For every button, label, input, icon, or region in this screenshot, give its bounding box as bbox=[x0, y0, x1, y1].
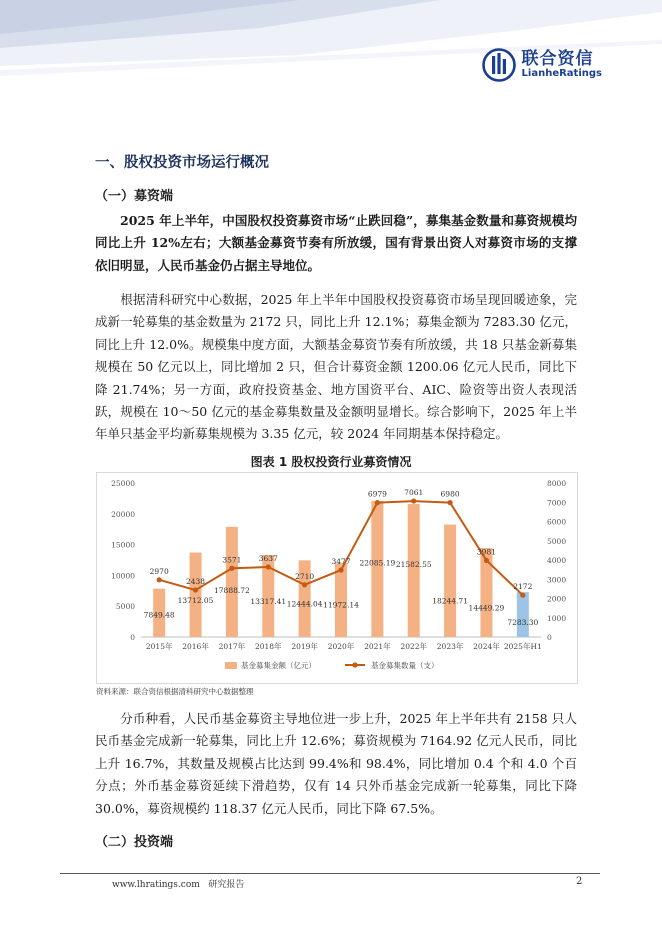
line-data-label: 6979 bbox=[367, 489, 387, 499]
y-right-tick-label: 1000 bbox=[547, 613, 567, 623]
y-left-tick-label: 0 bbox=[130, 633, 135, 642]
x-category-label: 2016年 bbox=[182, 642, 209, 651]
line-data-label: 2970 bbox=[149, 566, 169, 576]
y-right-tick-label: 0 bbox=[547, 633, 552, 642]
line-data-label: 7061 bbox=[404, 488, 424, 498]
x-category-label: 2017年 bbox=[218, 642, 246, 651]
x-category-label: 2021年 bbox=[364, 642, 391, 651]
legend-swatch-fund-amount bbox=[225, 662, 237, 669]
figure-source: 资料来源：联合资信根据清科研究中心数据整理 bbox=[96, 687, 254, 696]
line-point-fund-count bbox=[411, 498, 416, 503]
x-category-label: 2015年 bbox=[145, 642, 173, 651]
subsection-title-fundraising: （一）募资端 bbox=[95, 189, 174, 204]
y-left-tick-label: 20000 bbox=[111, 509, 135, 519]
bar-data-label: 18244.71 bbox=[432, 596, 468, 606]
bar-fund-amount bbox=[517, 592, 529, 637]
legend-label-fund-count: 基金募集数量（支） bbox=[371, 661, 439, 670]
line-data-label: 6980 bbox=[440, 489, 460, 499]
bar-data-label: 11972.14 bbox=[323, 600, 359, 610]
footer-site-info bbox=[112, 877, 244, 890]
line-data-label: 3571 bbox=[222, 555, 242, 565]
bar-data-label: 12444.04 bbox=[286, 599, 323, 609]
bar-data-label: 7849.48 bbox=[143, 610, 175, 620]
y-left-tick-label: 5000 bbox=[115, 602, 135, 612]
line-point-fund-count bbox=[484, 558, 489, 563]
line-point-fund-count bbox=[338, 567, 343, 572]
line-data-label: 2172 bbox=[513, 582, 533, 592]
footer-website-link[interactable]: www.lhratings.com bbox=[112, 880, 200, 890]
logo-name-en: LianheRatings bbox=[521, 67, 602, 79]
bar-fund-amount bbox=[444, 525, 456, 637]
line-data-label: 3981 bbox=[476, 547, 497, 557]
y-left-tick-label: 15000 bbox=[111, 540, 135, 550]
legend-marker-fund-count bbox=[352, 662, 357, 667]
line-point-fund-count bbox=[520, 593, 525, 598]
section-title: 一、股权投资市场运行概况 bbox=[95, 155, 269, 171]
line-data-label: 2710 bbox=[295, 571, 315, 581]
line-data-label: 3477 bbox=[331, 557, 351, 567]
footer-report-type: 研究报告 bbox=[208, 880, 245, 890]
y-right-tick-label: 5000 bbox=[547, 536, 567, 546]
x-category-label: 2024年 bbox=[473, 642, 500, 651]
bar-fund-amount bbox=[371, 501, 383, 637]
figure-caption: 图表 1 股权投资行业募资情况 bbox=[250, 455, 412, 469]
bar-data-label: 13317.41 bbox=[250, 597, 287, 607]
y-left-tick-label: 10000 bbox=[111, 571, 135, 581]
x-category-label: 2023年 bbox=[436, 642, 464, 651]
y-right-tick-label: 2000 bbox=[547, 594, 567, 604]
bar-fund-amount bbox=[190, 553, 202, 637]
logo-name-cn: 联合资信 bbox=[521, 48, 594, 69]
x-category-label: 2020年 bbox=[327, 642, 355, 651]
subsection-title-investment: （二）投资端 bbox=[95, 835, 174, 850]
line-point-fund-count bbox=[193, 587, 198, 592]
summary-text: 2025 年上半年，中国股权投资募资市场“止跌回稳”，募集基金数量和募资规模均同比上升 12%左右；大额基金募资节奏有所放缓，国有背景出资人对募资市场的支撑依旧明显，人民币基金仍占据主导地位。 bbox=[95, 213, 577, 273]
x-category-label: 2019年 bbox=[291, 642, 318, 651]
line-point-fund-count bbox=[157, 577, 162, 582]
x-category-label: 2022年 bbox=[400, 642, 428, 651]
body-text-2: 分币种看，人民币基金募资主导地位进一步上升，2025 年上半年共有 2158 只人民币基金完成新一轮募集，同比上升 12.6%；募资规模为 7164.92 亿元人民币，同比上升 16.7%，其数量及规模占比达到 99.4%和 98.4%，同比增加 0.4 个和 4.0 个百分点；外币基金募资延续下滑趋势，仅有 14 只外币基金完成新一轮募集，同比下降 30.0%，募资规模约 118.37 亿元人民币，同比下降 67.5%。 bbox=[95, 711, 577, 816]
body-paragraph-1 bbox=[95, 289, 577, 446]
fundraising-chart bbox=[97, 473, 577, 683]
bar-data-label: 22085.19 bbox=[359, 558, 396, 568]
y-right-tick-label: 6000 bbox=[547, 517, 567, 527]
line-data-label: 2438 bbox=[185, 577, 206, 587]
summary-paragraph bbox=[95, 210, 577, 277]
bar-data-label: 14449.29 bbox=[468, 603, 505, 613]
body-text-1: 根据清科研究中心数据，2025 年上半年中国股权投资募资市场呈现回暖迹象，完成新一轮募集的基金数量为 2172 只，同比上升 12.1%；募集金额为 7283.30 亿元，同比上升 12.0%。规模集中度方面，大额基金募资节奏有所放缓，共 18 只基金新募集规模在 50 亿元以上，同比增加 2 只，但合计募资金额 1200.06 亿元人民币，同比下降 21.74%；另一方面，政府投资基金、地方国资平台、AIC、险资等出资人表现活跃，规模在 10～50 亿元的基金募集数量及金额明显增长。综合影响下，2025 年上半年单只基金平均新募集规模为 3.35 亿元，较 2024 年同期基本保持稳定。 bbox=[95, 292, 577, 442]
bar-data-label: 17888.72 bbox=[214, 585, 250, 595]
line-point-fund-count bbox=[302, 582, 307, 587]
y-right-tick-label: 4000 bbox=[547, 556, 567, 565]
y-right-tick-label: 7000 bbox=[547, 498, 567, 508]
bar-data-label: 21582.55 bbox=[395, 560, 432, 570]
x-category-label: 2025年H1 bbox=[503, 642, 542, 651]
x-category-label: 2018年 bbox=[254, 642, 282, 651]
y-right-tick-label: 3000 bbox=[547, 575, 567, 585]
page-number: 2 bbox=[576, 876, 583, 887]
line-point-fund-count bbox=[447, 500, 452, 505]
bar-data-label: 7283.30 bbox=[507, 618, 539, 627]
company-logo bbox=[482, 48, 602, 82]
legend-label-fund-amount: 基金募集金额（亿元） bbox=[241, 661, 316, 670]
line-data-label: 3637 bbox=[258, 553, 278, 563]
line-point-fund-count bbox=[375, 500, 380, 505]
line-point-fund-count bbox=[266, 564, 271, 569]
footer-divider bbox=[60, 873, 600, 874]
body-paragraph-2 bbox=[95, 708, 577, 820]
y-right-tick-label: 8000 bbox=[547, 479, 567, 488]
line-point-fund-count bbox=[229, 566, 234, 571]
bar-fund-amount bbox=[408, 504, 420, 637]
lianhe-logo-icon bbox=[482, 48, 516, 82]
bar-fund-amount bbox=[226, 527, 238, 637]
bar-data-label: 13712.05 bbox=[177, 596, 214, 606]
chart-container bbox=[96, 472, 578, 684]
y-left-tick-label: 25000 bbox=[111, 479, 135, 488]
